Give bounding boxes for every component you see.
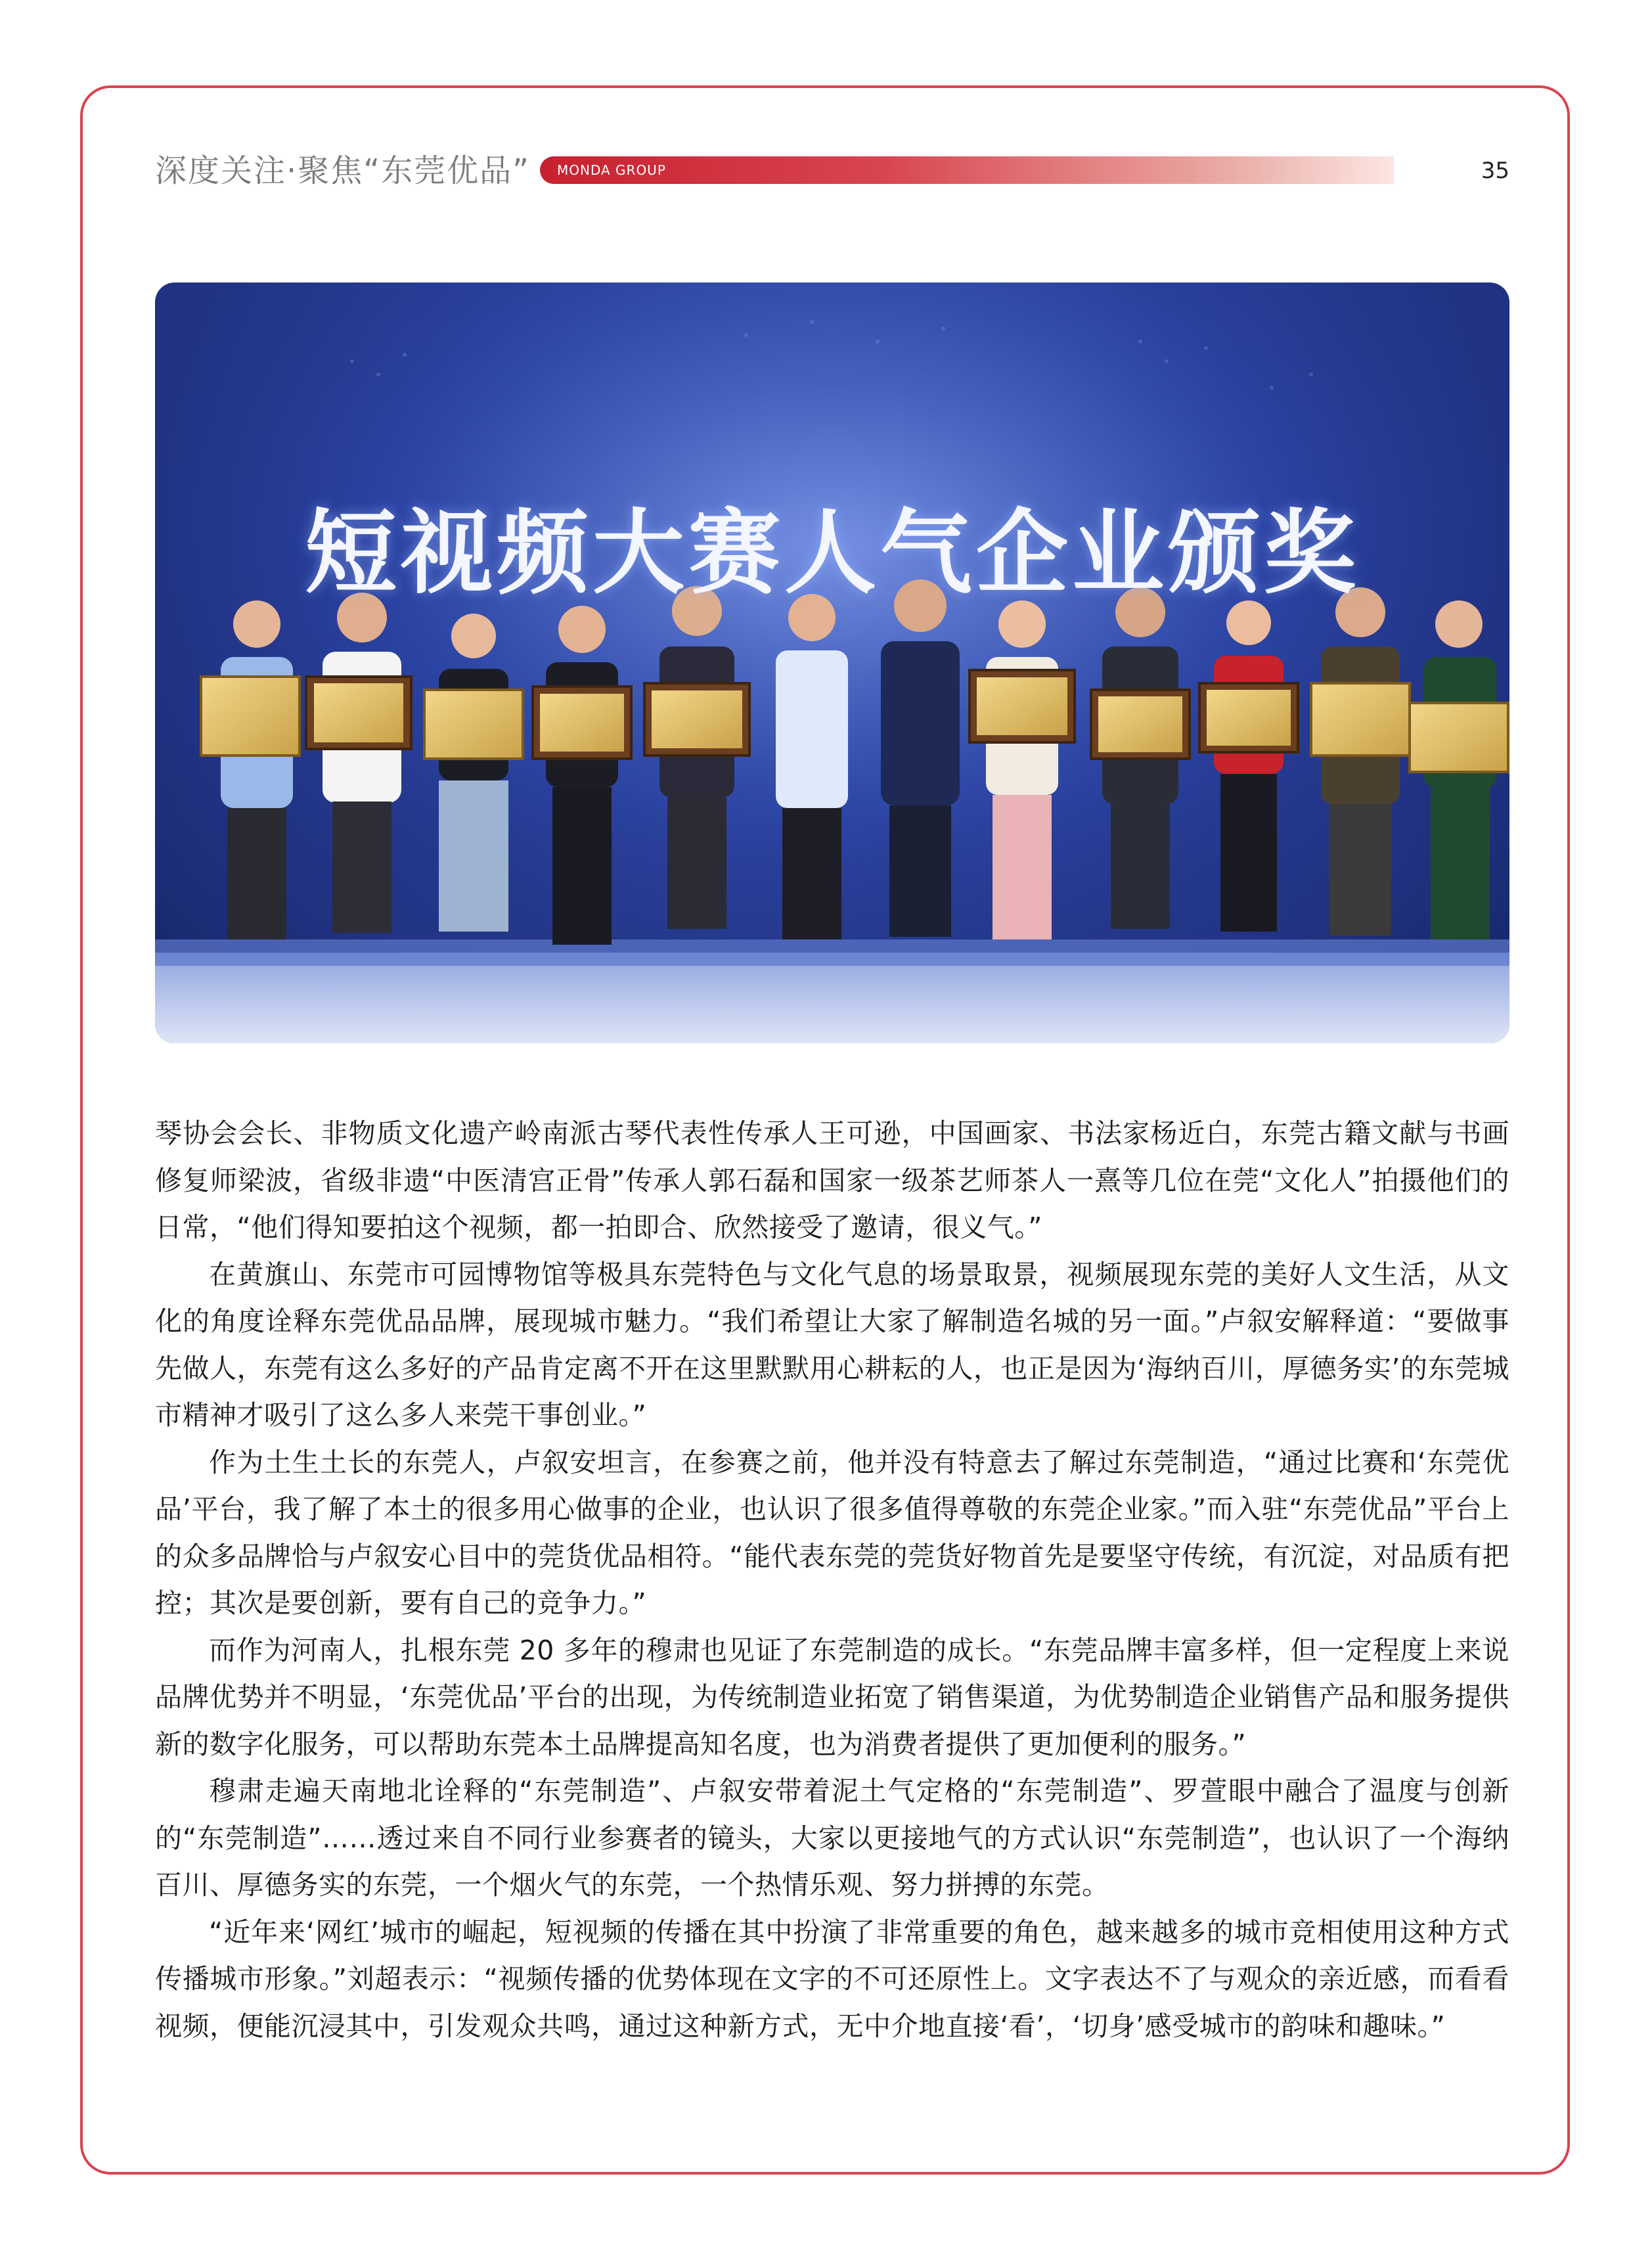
section-title: 深度关注·聚焦“东莞优品” (155, 152, 530, 189)
paragraph: 在黄旗山、东莞市可园博物馆等极具东莞特色与文化气息的场景取景，视频展现东莞的美好人文生活，从文化的角度诠释东莞优品品牌，展现城市魅力。“我们希望让大家了解制造名城的另一面。”卢叙安解释道：“要做事先做人，东莞有这么多好的产品肯定离不开在这里默默用心耕耘的人，也正是因为‘海纳百川，厚德务实’的东莞城市精神才吸引了这么多人来莞干事创业。” (155, 1258, 1509, 1431)
paragraph: 而作为河南人，扎根东莞 20 多年的穆肃也见证了东莞制造的成长。“东莞品牌丰富多样，但一定程度上来说品牌优势并不明显，‘东莞优品’平台的出现，为传统制造业拓宽了销售渠道，为优势制造企业销售产品和服务提供新的数字化服务，可以帮助东莞本土品牌提高知名度，也为消费者提供了更加便利的服务。” (155, 1634, 1509, 1760)
paragraph: “近年来‘网红’城市的崛起，短视频的传播在其中扮演了非常重要的角色，越来越多的城市竞相使用这种方式传播城市形象。”刘超表示：“视频传播的优势体现在文字的不可还原性上。文字表达不了与观众的亲近感，而看看视频，便能沉浸其中，引发观众共鸣，通过这种新方式，无中介地直接‘看’，‘切身’感受城市的韵味和趣味。” (155, 1916, 1509, 2042)
stage-banner-text: 短视频大赛人气企业颁奖 (304, 500, 1360, 607)
article-body (155, 1110, 1509, 2050)
brand-label: MONDA GROUP (557, 162, 666, 178)
page-number: 35 (1481, 158, 1509, 184)
photo-illustration (155, 282, 1509, 1043)
award-ceremony-photo (155, 282, 1509, 1043)
paragraph: 琴协会会长、非物质文化遗产岭南派古琴代表性传承人王可逊，中国画家、书法家杨近白，东莞古籍文献与书画修复师梁波，省级非遗“中医清宫正骨”传承人郭石磊和国家一级茶艺师茶人一熹等几位在莞“文化人”拍摄他们的日常，“他们得知要拍这个视频，都一拍即合、欣然接受了邀请，很义气。” (155, 1118, 1509, 1243)
paragraph: 作为土生土长的东莞人，卢叙安坦言，在参赛之前，他并没有特意去了解过东莞制造，“通过比赛和‘东莞优品’平台，我了解了本土的很多用心做事的企业，也认识了很多值得尊敬的东莞企业家。”而入驻“东莞优品”平台上的众多品牌恰与卢叙安心目中的莞货优品相符。“能代表东莞的莞货好物首先是要坚守传统，有沉淀，对品质有把控；其次是要创新，要有自己的竞争力。” (155, 1446, 1509, 1619)
page-header (155, 150, 1509, 192)
paragraph: 穆肃走遍天南地北诠释的“东莞制造”、卢叙安带着泥土气定格的“东莞制造”、罗萱眼中融合了温度与创新的“东莞制造”……透过来自不同行业参赛者的镜头，大家以更接地气的方式认识“东莞制造”，也认识了一个海纳百川、厚德务实的东莞，一个烟火气的东莞，一个热情乐观、努力拼搏的东莞。 (155, 1775, 1509, 1901)
header-ribbon (540, 156, 1394, 184)
